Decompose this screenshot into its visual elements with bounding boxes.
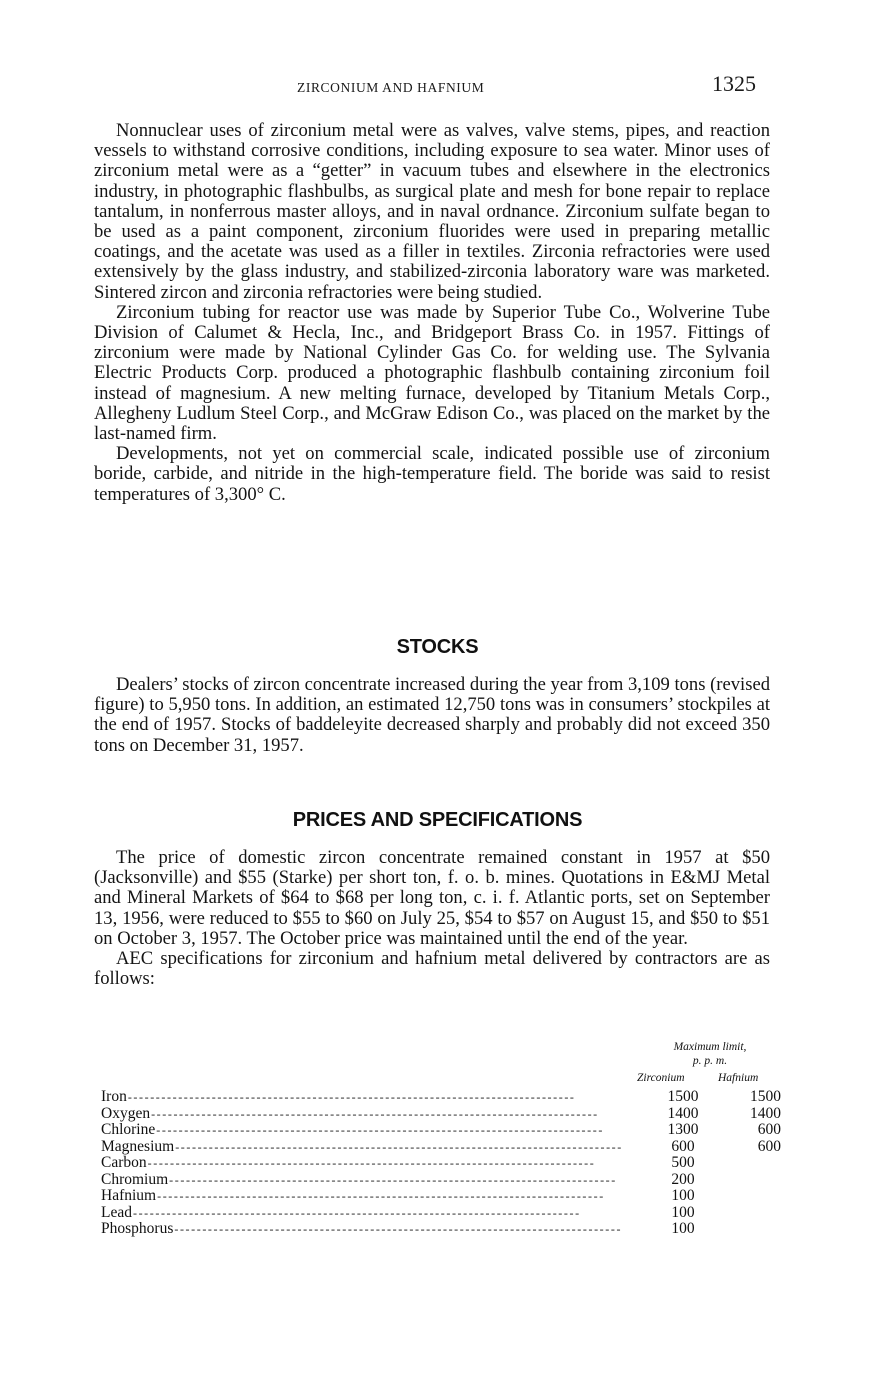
zirconium-limit: 100 [671, 1203, 695, 1221]
dot-leader: -------------------------------------------------------------------------------- [169, 1172, 617, 1187]
paragraph-aec-specifications: AEC specifications for zirconium and hafnium metal delivered by contractors are as follows: [94, 948, 770, 990]
zirconium-limit: 1500 [667, 1088, 699, 1105]
element-name: Lead [101, 1203, 132, 1221]
stocks-heading: STOCKS [396, 636, 479, 658]
zirconium-limit: 100 [671, 1220, 695, 1237]
dot-leader: -------------------------------------------------------------------------------- [132, 1205, 581, 1220]
hafnium-limit: 600 [757, 1137, 781, 1155]
dot-leader: -------------------------------------------------------------------------------- [127, 1090, 576, 1104]
element-name: Hafnium [101, 1187, 157, 1204]
caption-ppm: p. p. m. [692, 1055, 728, 1067]
hafnium-limit: 1400 [750, 1104, 781, 1122]
table-row [101, 1089, 781, 1106]
page-number: 1325 [712, 71, 756, 96]
paragraph-developments: Developments, not yet on commercial scale, indicated possible use of zirconium boride, carbide, and nitride in the high-temperature field. The boride was said to resist temperatures of 3,300° C. [94, 443, 770, 505]
dot-leader: -------------------------------------------------------------------------------- [174, 1222, 623, 1236]
stocks-section [94, 675, 770, 756]
dot-leader: -------------------------------------------------------------------------------- [156, 1123, 604, 1137]
spec-table-caption [640, 1040, 780, 1068]
paragraph-dealers-stocks: Dealers’ stocks of zircon concentrate increased during the year from 3,109 tons (revised figure) to 5,950 tons. In addition, an estimated 12,750 tons was in consumers’ stockpiles at the end of 1957. Stocks of baddeleyite decreased sharply and probably did not exceed 350 tons on December 31, 1957. [94, 674, 770, 756]
zirconium-limit: 600 [671, 1137, 695, 1155]
paragraph-zircon-price: The price of domestic zircon concentrate remained constant in 1957 at $50 (Jacksonville) and $55 (Starke) per short ton, f. o. b. mines. Quotations in E&MJ Metal and Mineral Markets of $64 to $68 per long ton, c. i. f. Atlantic ports, set on September 13, 1956, were reduced to $55 to $60 on July 25, $54 to $57 on August 15, and $50 to $51 on October 3, 1957. The October price was maintained until the end of the year. [94, 847, 770, 949]
table-row [101, 1155, 781, 1172]
element-name: Phosphorus [101, 1220, 174, 1237]
zirconium-limit: 1300 [667, 1121, 699, 1138]
column-header-zirconium: Zirconium [637, 1072, 685, 1084]
paragraph-nonnuclear-uses: Nonnuclear uses of zirconium metal were as valves, valve stems, pipes, and reaction vessels to withstand corrosive conditions, including exposure to sea water. Minor uses of zirconium metal were as a “getter” in vacuum tubes and elsewhere in the electronics industry, in photographic flashbulbs, as surgical plate and mesh for bone repair to replace tantalum, in nonferrous master alloys, and in naval ordnance. Zirconium sulfate began to be used as a paint component, zirconium fluorides were used in preparing metallic coatings, and the acetate was used as a filler in textiles. Zirconia refractories were used extensively by the glass industry, and stabilized-zirconia laboratory ware was marketed. Sintered zircon and zirconia refractories were being studied. [94, 120, 770, 303]
running-title: ZIRCONIUM AND HAFNIUM [297, 80, 485, 95]
zirconium-limit: 1400 [667, 1104, 699, 1122]
dot-leader: -------------------------------------------------------------------------------- [175, 1139, 623, 1154]
zirconium-limit: 500 [671, 1154, 695, 1171]
element-name: Carbon [101, 1154, 147, 1171]
paragraph-zirconium-tubing: Zirconium tubing for reactor use was made by Superior Tube Co., Wolverine Tube Division of Calumet & Hecla, Inc., and Bridgeport Brass Co. in 1957. Fittings of zirconium were made by National Cylinder Gas Co. for welding use. The Sylvania Electric Products Corp. produced a photographic flashbulb containing zirconium foil instead of magnesium. A new melting furnace, developed by Titanium Metals Corp., Allegheny Ludlum Steel Corp., and McGraw Edison Co., was placed on the market by the last-named firm. [94, 301, 770, 445]
table-row [101, 1106, 781, 1123]
element-name: Magnesium [101, 1137, 175, 1155]
table-row [101, 1139, 781, 1156]
table-row [101, 1172, 781, 1189]
table-row [101, 1221, 781, 1238]
table-row [101, 1205, 781, 1222]
intro-section [94, 121, 770, 505]
prices-section [94, 848, 770, 989]
element-name: Chromium [101, 1170, 169, 1188]
zirconium-limit: 100 [671, 1187, 695, 1204]
zirconium-limit: 200 [671, 1170, 695, 1188]
specifications-table [101, 1089, 781, 1238]
column-header-hafnium: Hafnium [718, 1072, 759, 1084]
hafnium-limit: 600 [757, 1121, 781, 1138]
element-name: Iron [101, 1088, 127, 1105]
element-name: Chlorine [101, 1121, 156, 1138]
prices-heading: PRICES AND SPECIFICATIONS [292, 809, 583, 831]
dot-leader: -------------------------------------------------------------------------------- [151, 1106, 599, 1121]
caption-maximum-limit: Maximum limit, [673, 1041, 747, 1053]
hafnium-limit: 1500 [750, 1088, 781, 1105]
element-name: Oxygen [101, 1104, 151, 1122]
dot-leader: -------------------------------------------------------------------------------- [147, 1156, 596, 1170]
dot-leader: -------------------------------------------------------------------------------- [157, 1189, 605, 1203]
table-row [101, 1188, 781, 1205]
table-row [101, 1122, 781, 1139]
